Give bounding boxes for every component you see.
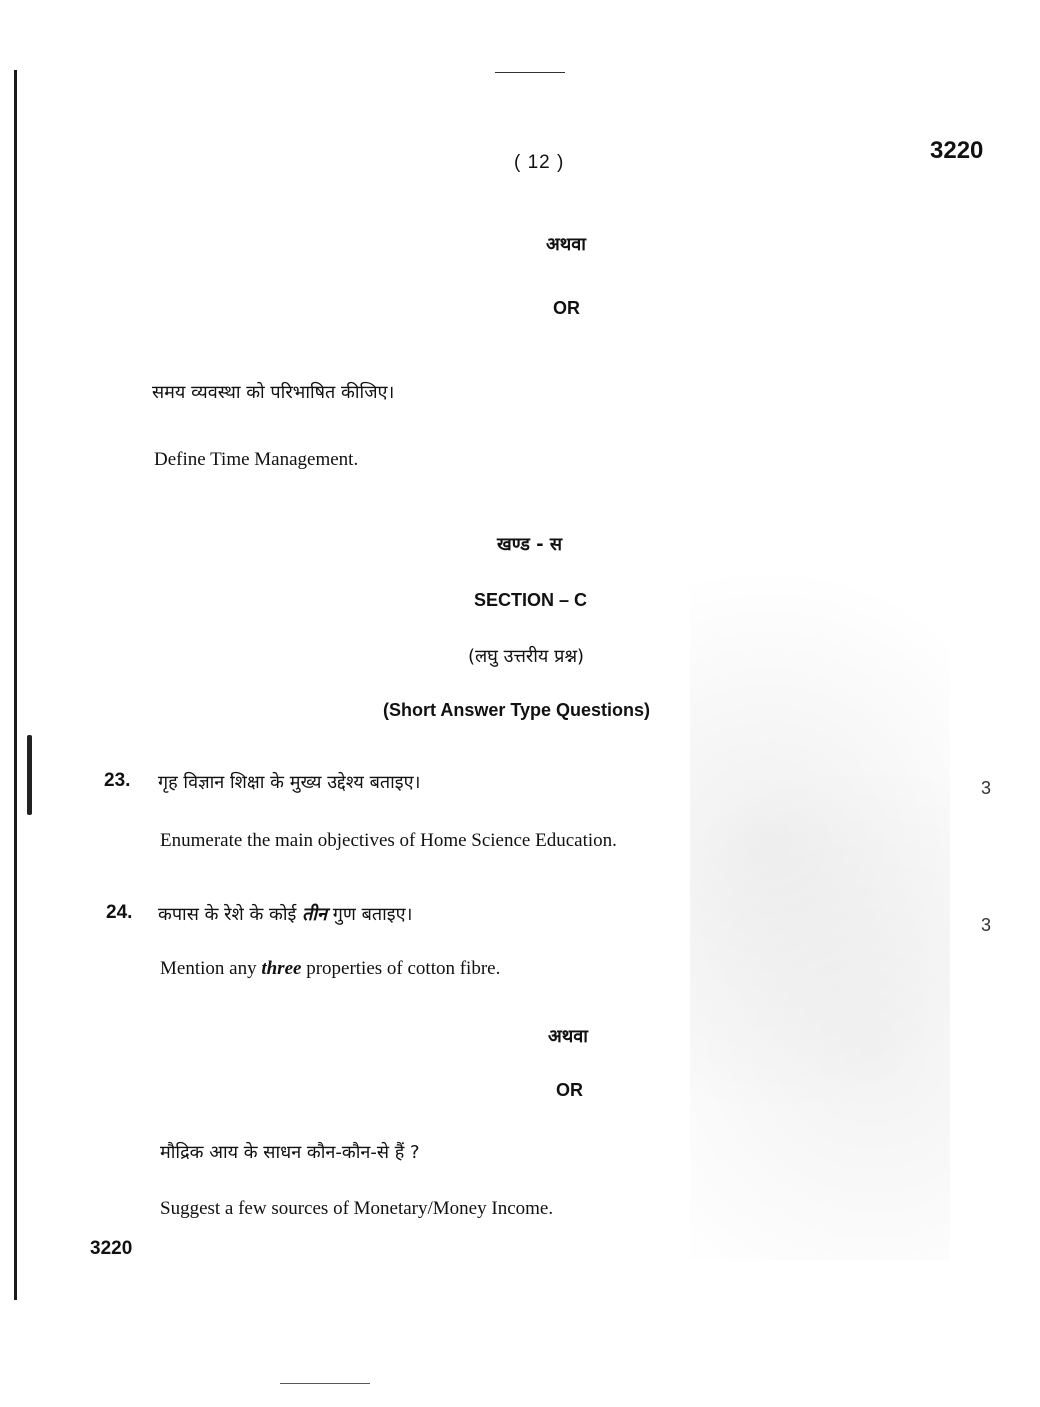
question-23-number: 23. bbox=[104, 770, 131, 791]
binding-edge-line bbox=[14, 70, 17, 1300]
question-24-english bbox=[160, 958, 500, 980]
question-24-alt-english: Suggest a few sources of Monetary/Money Income. bbox=[160, 1198, 554, 1219]
top-rule bbox=[495, 72, 565, 73]
question-24-hindi-part-1: कपास के रेशे के कोई bbox=[158, 904, 303, 925]
page-number: ( 12 ) bbox=[514, 152, 565, 173]
question-23-english: Enumerate the main objectives of Home Science Education. bbox=[160, 830, 617, 851]
question-23-marks: 3 bbox=[981, 778, 992, 798]
question-23-hindi: गृह विज्ञान शिक्षा के मुख्य उद्देश्य बताइए। bbox=[158, 772, 421, 793]
question-22-alt-hindi: समय व्यवस्था को परिभाषित कीजिए। bbox=[152, 382, 395, 403]
question-22-alt-english: Define Time Management. bbox=[154, 449, 359, 470]
question-24-alt-hindi: मौद्रिक आय के साधन कौन-कौन-से हैं ? bbox=[160, 1142, 420, 1163]
scan-noise bbox=[690, 560, 950, 1260]
question-24-number: 24. bbox=[106, 902, 133, 923]
or-english-2: OR bbox=[556, 1080, 583, 1100]
paper-code-top: 3220 bbox=[930, 137, 984, 164]
section-c-subtitle-hindi: (लघु उत्तरीय प्रश्न) bbox=[468, 646, 585, 667]
binding-mark bbox=[27, 735, 32, 815]
question-24-english-emphasis: three bbox=[261, 958, 302, 979]
section-c-title-english: SECTION – C bbox=[474, 590, 588, 610]
or-hindi-2: अथवा bbox=[548, 1026, 588, 1047]
or-hindi-1: अथवा bbox=[546, 234, 586, 255]
question-24-hindi-emphasis: तीन bbox=[302, 904, 327, 925]
question-24-english-part-2: properties of cotton fibre. bbox=[301, 958, 501, 979]
or-english-1: OR bbox=[553, 298, 580, 318]
question-24-hindi-part-2: गुण बताइए। bbox=[326, 904, 413, 925]
question-24-marks: 3 bbox=[981, 915, 992, 935]
question-24-hindi bbox=[158, 902, 412, 926]
question-24-english-part-1: Mention any bbox=[160, 958, 262, 979]
section-c-title-hindi: खण्ड - स bbox=[497, 534, 563, 555]
paper-code-bottom: 3220 bbox=[90, 1238, 133, 1259]
bottom-rule bbox=[280, 1383, 370, 1384]
section-c-subtitle-english: (Short Answer Type Questions) bbox=[383, 700, 651, 720]
